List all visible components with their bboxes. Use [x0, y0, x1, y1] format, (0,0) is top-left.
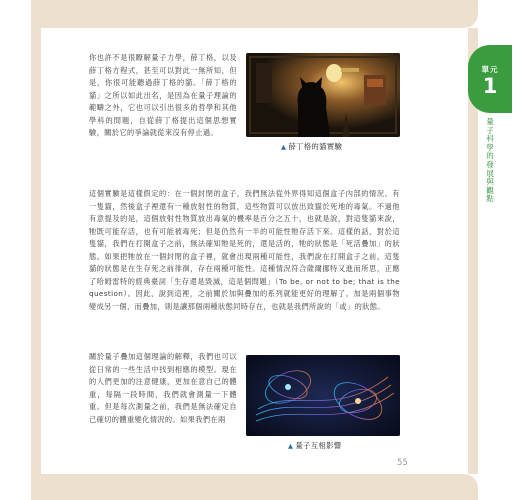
caption-text: 薛丁格的貓實驗 [288, 142, 343, 151]
caption-marker-icon: ▲ [288, 442, 294, 450]
figure-caption-1 [281, 141, 342, 152]
figure-quantum-interaction [246, 355, 400, 436]
top-decorative-bar [31, 0, 478, 28]
cat-in-box-image [246, 53, 400, 137]
paragraph-experiment: 這個實驗是這樣假定的：在一個封閉的盒子，我們無法從外界得知這個盒子內部的情況。有一隻貓，然後盒子裡還有一種放射性的物質，這些物質可以放出致貓於死地的毒氣。不過他有意提及的是，這個放射性物質放出毒氣的機率是百分之五十，也就是說，對這隻貓來說，牠既可能存活，也有可能被毒死；但是仍然有一半的可能性牠存活下來。這樣的話，對於這隻貓，我們在打開盒子之前，無法確知牠是死的，還是活的，牠的狀態是「死活疊加」的狀態。如果把牠放在一個封閉的盒子裡，就會出現兩種可能性，我們說在打開盒子之前，這隻貓的狀態是在生存死之前徘徊，存在兩種可能性。這種情況符合薩爾挪特又進而所思，正應了哈姆雷特的經典臺詞「生存還是毀滅，這是個問題」（To be, or not to be; that is the question）。因此，說到這裡，之前關於加與疊加的系列就能更好的理解了。加是兩個事物變成另一個，而疊加，則是讓那個兩種狀態同時存在，也就是我們所說的「或」的狀態。 [89, 189, 400, 311]
bottom-decorative-bar [41, 474, 478, 500]
chapter-number: 1 [482, 74, 498, 98]
quantum-waves-image [246, 355, 400, 436]
left-decorative-bar [31, 0, 41, 500]
page-number: 55 [397, 458, 408, 468]
chapter-subtitle: 量子科學的發展與觀點 [486, 117, 494, 204]
chapter-tab [468, 45, 512, 113]
caption-marker-icon: ▲ [281, 143, 287, 151]
figure-caption-2 [288, 440, 341, 451]
paragraph-intro: 你也許不是很瞭解量子力學，薛丁格，以及薛丁格方程式，甚至可以對此一無所知，但是，你很可能聽過薛丁格的貓。「薛丁格的貓」之所以如此出名，是因為在量子理論的範疇之外，它也可以引出很多的哲學和其他學科的問題，自從薛丁格提出這個思想實驗，關於它的爭論就從來沒有停止過。 [89, 53, 237, 137]
paragraph-superposition: 關於量子疊加這個理論的解釋，我們也可以從日常的一些生活中找到相應的模型。現在的人們更加的注意健康，更加在意自己的體重，每隔一段時間，我們就會測量一下體重。但是每次測量之前，我們是無法確定自己確切的體重變化情況的。如果我們在兩 [89, 352, 237, 424]
caption-text: 量子互相影響 [295, 441, 342, 450]
figure-cat-experiment [246, 53, 400, 137]
chapter-tab-label: 單元 [481, 65, 499, 74]
